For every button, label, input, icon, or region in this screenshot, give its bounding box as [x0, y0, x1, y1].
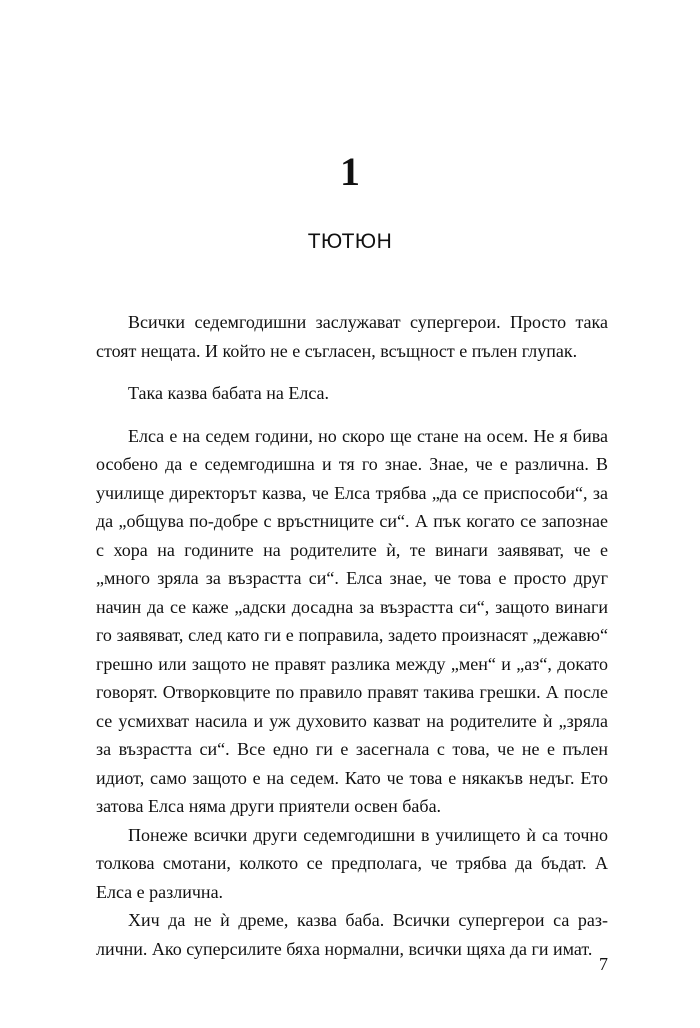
paragraph: Хич да не ѝ дреме, казва баба. Всички супергерои са различни. Ако суперсилите бяха нормални, всички щяха да ги имат. — [96, 910, 608, 959]
paragraph: Така казва бабата на Елса. — [128, 383, 330, 403]
paragraph: Всички седемгодишни заслужават супергерои. Просто така стоят нещата. И който не е съгласен, всъщност е пълен глупак. — [96, 312, 608, 361]
page-number: 7 — [599, 954, 608, 974]
paragraph: Елса е на седем години, но скоро ще стане на осем. Не я бива особено да е седемгодишна и тя го знае. Знае, че е различна. В училище директорът казва, че Елса трябва „да се приспособи“, за да „общува по-добре с връстниците си“. А пък когато се запознае с хора на годините на родителите ѝ, те винаги заявяват, че е „много зряла за възрастта си“. Елса знае, че това е просто друг начин да се каже „адски досадна за възрастта си“, защото винаги го заявяват, след като ги е поправила, задето произнасят „дежавю“ грешно или защото не правят разлика между „мен“ и „аз“, докато говорят. Отворковците по правило правят такива грешки. А после се усмихват насила и уж духовито казват на родителите ѝ „зряла за възрастта си“. Все едно ги е засегнала с това, че не е пълен идиот, само защото е на седем. Като че това е някакъв недъг. Ето затова Елса няма други приятели освен баба. — [96, 425, 608, 816]
body-text — [96, 308, 608, 963]
paragraph: Понеже всички други седемгодишни в училището ѝ са точно толкова смотани, колкото се предполага, че трябва да бъдат. А Елса е различна. — [96, 824, 608, 902]
chapter-title: ТЮТЮН — [307, 230, 393, 253]
chapter-number: 1 — [340, 149, 360, 194]
